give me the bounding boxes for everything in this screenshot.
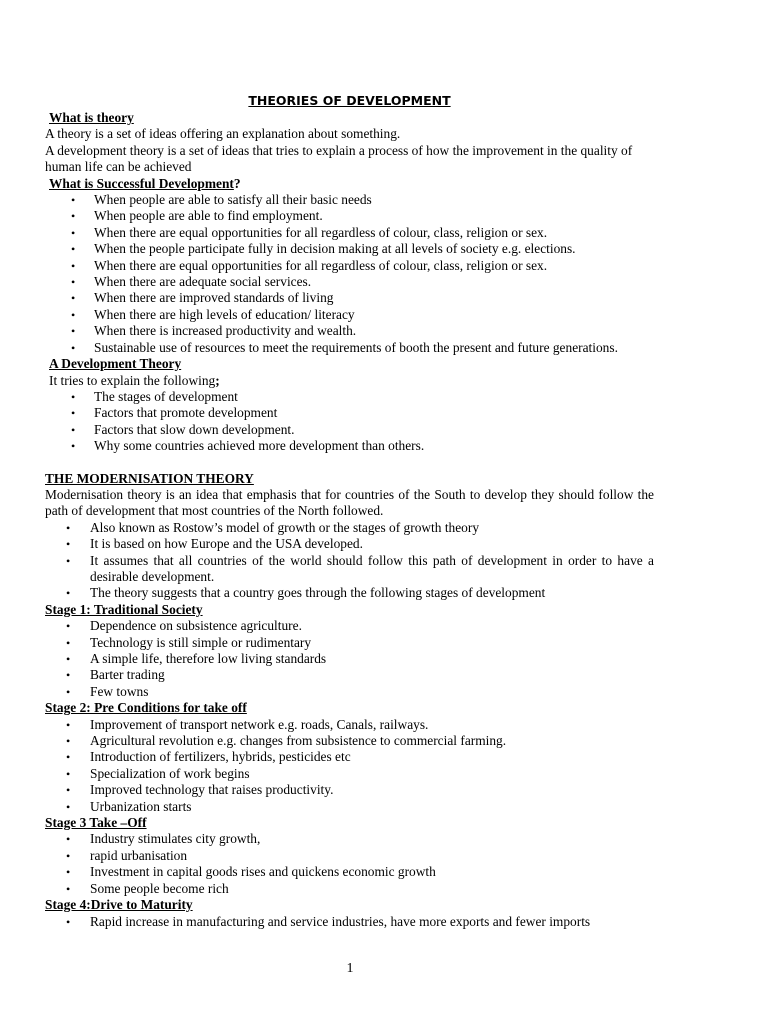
- list-item-text: Specialization of work begins: [90, 765, 250, 781]
- bullet-icon: •: [66, 619, 71, 634]
- blank-line: [45, 455, 654, 471]
- bullet-icon: •: [71, 439, 76, 454]
- list-item: [45, 717, 654, 733]
- list-item: [45, 225, 654, 241]
- list-item-text: Agricultural revolution e.g. changes from subsistence to commercial farming.: [90, 733, 507, 749]
- bullet-icon: •: [66, 865, 71, 880]
- list-item-text: Factors that slow down development.: [94, 421, 295, 437]
- list-item-text: It assumes that all countries of the world should follow this path of development in order to have a desirable development.: [90, 552, 654, 584]
- bullet-icon: •: [66, 553, 71, 568]
- list-item: [45, 438, 654, 454]
- bullet-icon: •: [66, 520, 71, 535]
- list-item: [45, 241, 654, 257]
- bullet-icon: •: [66, 668, 71, 683]
- stage-heading: Stage 2: Pre Conditions for take off: [45, 700, 247, 716]
- list-item: [45, 553, 654, 586]
- stage-heading: Stage 3 Take –Off: [45, 815, 147, 831]
- bullet-icon: •: [66, 750, 71, 765]
- list-item: [45, 667, 654, 683]
- list-item: [45, 782, 654, 798]
- bullet-icon: •: [66, 799, 71, 814]
- bullet-icon: •: [71, 340, 76, 355]
- list-item-text: When there are adequate social services.: [94, 274, 312, 290]
- list-item-text: Investment in capital goods rises and quickens economic growth: [90, 864, 436, 880]
- list-item-text: Barter trading: [90, 667, 165, 683]
- list-item: [45, 766, 654, 782]
- bullet-icon: •: [71, 324, 76, 339]
- bullet-list: [45, 717, 654, 815]
- list-item: [45, 733, 654, 749]
- list-item-text: When people are able to find employment.: [94, 208, 323, 224]
- list-item-text: When the people participate fully in decision making at all levels of society e.g. elections.: [94, 241, 576, 257]
- section-heading: What is Successful Development: [49, 175, 234, 191]
- bullet-icon: •: [66, 537, 71, 552]
- bullet-list: [45, 520, 654, 602]
- stage-heading: Stage 4:Drive to Maturity: [45, 897, 193, 913]
- bullet-icon: •: [71, 209, 76, 224]
- bullet-icon: •: [66, 684, 71, 699]
- bullet-list: [45, 831, 654, 897]
- stage-heading: Stage 1: Traditional Society: [45, 601, 203, 617]
- bullet-icon: •: [66, 848, 71, 863]
- bullet-icon: •: [66, 652, 71, 666]
- bullet-icon: •: [71, 422, 76, 437]
- page-title: THEORIES OF DEVELOPMENT: [248, 93, 451, 108]
- section-what-is-theory: [45, 110, 654, 176]
- paragraph: A theory is a set of ideas offering an explanation about something.: [45, 126, 401, 142]
- bullet-icon: •: [66, 635, 71, 650]
- list-item-text: The theory suggests that a country goes through the following stages of development: [90, 585, 546, 601]
- list-item-text: Some people become rich: [90, 880, 229, 896]
- section-heading-line: [45, 176, 654, 192]
- list-item: [45, 684, 654, 700]
- list-item: [45, 290, 654, 306]
- list-item-text: Sustainable use of resources to meet the requirements of booth the present and future generations.: [94, 339, 618, 355]
- section-successful-development: [45, 176, 654, 356]
- list-item-text: It is based on how Europe and the USA developed.: [90, 536, 363, 552]
- list-item: [45, 274, 654, 290]
- paragraph: A development theory is a set of ideas that tries to explain a process of how the improvement in the quality of human life can be achieved: [45, 142, 633, 175]
- list-item-text: When there are high levels of education/ literacy: [94, 306, 355, 322]
- section-heading: THE MODERNISATION THEORY: [45, 470, 254, 486]
- bullet-list: [45, 389, 654, 455]
- list-item: [45, 208, 654, 224]
- list-item-text: Technology is still simple or rudimentary: [90, 634, 312, 650]
- list-item: [45, 881, 654, 897]
- bullet-icon: •: [71, 307, 76, 322]
- bullet-icon: •: [66, 914, 71, 929]
- bullet-list: [45, 192, 654, 356]
- list-item: [45, 520, 654, 536]
- list-item-text: Improvement of transport network e.g. roads, Canals, railways.: [90, 716, 429, 732]
- section-stage-2: [45, 700, 654, 815]
- bullet-icon: •: [71, 242, 76, 257]
- page-number: 1: [346, 961, 354, 976]
- bullet-icon: •: [71, 225, 76, 240]
- list-item-text: Rapid increase in manufacturing and service industries, have more exports and fewer imports: [90, 913, 591, 929]
- bullet-list: [45, 914, 654, 930]
- section-development-theory: [45, 356, 654, 454]
- bullet-icon: •: [66, 717, 71, 732]
- bullet-icon: •: [66, 734, 71, 749]
- list-item-text: A simple life, therefore low living standards: [90, 651, 327, 666]
- list-item-text: Factors that promote development: [94, 405, 278, 421]
- list-item-text: Dependence on subsistence agriculture.: [90, 618, 302, 634]
- list-item: [45, 389, 654, 405]
- bullet-icon: •: [71, 389, 76, 404]
- list-item: [45, 749, 654, 765]
- bullet-icon: •: [71, 258, 76, 273]
- list-item: [45, 831, 654, 847]
- bullet-list: [45, 618, 654, 700]
- bullet-icon: •: [66, 766, 71, 781]
- list-item-text: Urbanization starts: [90, 798, 192, 814]
- section-stage-3: [45, 815, 654, 897]
- list-item: [45, 618, 654, 634]
- list-item: [45, 405, 654, 421]
- list-item-text: When there are equal opportunities for all regardless of colour, class, religion or sex.: [94, 257, 548, 273]
- intro-line: [45, 373, 654, 389]
- list-item: [45, 848, 654, 864]
- intro-text: It tries to explain the following: [49, 372, 216, 388]
- list-item-text: When there are improved standards of living: [94, 290, 334, 306]
- intro-suffix: ;: [215, 372, 220, 388]
- list-item-text: When there are equal opportunities for all regardless of colour, class, religion or sex.: [94, 224, 548, 240]
- list-item-text: When there is increased productivity and wealth.: [94, 323, 357, 339]
- list-item-text: Why some countries achieved more development than others.: [94, 438, 425, 454]
- list-item-text: When people are able to satisfy all their basic needs: [94, 192, 372, 208]
- list-item: [45, 799, 654, 815]
- bullet-icon: •: [66, 586, 71, 601]
- bullet-icon: •: [66, 881, 71, 896]
- list-item-text: The stages of development: [94, 388, 238, 404]
- list-item: [45, 307, 654, 323]
- list-item-text: Industry stimulates city growth,: [90, 831, 261, 847]
- list-item: [45, 258, 654, 274]
- list-item: [45, 585, 654, 601]
- list-item-text: Few towns: [90, 683, 149, 699]
- list-item-text: rapid urbanisation: [90, 847, 188, 863]
- list-item: [45, 340, 654, 356]
- list-item: [45, 914, 654, 930]
- bullet-icon: •: [66, 783, 71, 798]
- list-item: [45, 651, 654, 667]
- section-heading: What is theory: [49, 110, 134, 125]
- bullet-icon: •: [71, 406, 76, 421]
- section-stage-4: [45, 897, 654, 930]
- bullet-icon: •: [66, 832, 71, 847]
- section-heading: A Development Theory: [49, 356, 182, 372]
- list-item: [45, 635, 654, 651]
- paragraph: Modernisation theory is an idea that emphasis that for countries of the South to develop they should follow the path of development that most countries of the North followed.: [45, 486, 654, 519]
- list-item: [45, 864, 654, 880]
- bullet-icon: •: [71, 193, 76, 208]
- list-item: [45, 192, 654, 208]
- list-item-text: Improved technology that raises productivity.: [90, 782, 334, 798]
- list-item-text: Introduction of fertilizers, hybrids, pesticides etc: [90, 749, 351, 765]
- bullet-icon: •: [71, 275, 76, 290]
- list-item: [45, 323, 654, 339]
- list-item-text: Also known as Rostow’s model of growth or the stages of growth theory: [90, 519, 480, 535]
- heading-suffix: ?: [233, 175, 241, 191]
- list-item: [45, 536, 654, 552]
- list-item: [45, 422, 654, 438]
- bullet-icon: •: [71, 291, 76, 306]
- document-page: [45, 93, 654, 930]
- section-modernisation: [45, 471, 654, 602]
- section-stage-1: [45, 602, 654, 700]
